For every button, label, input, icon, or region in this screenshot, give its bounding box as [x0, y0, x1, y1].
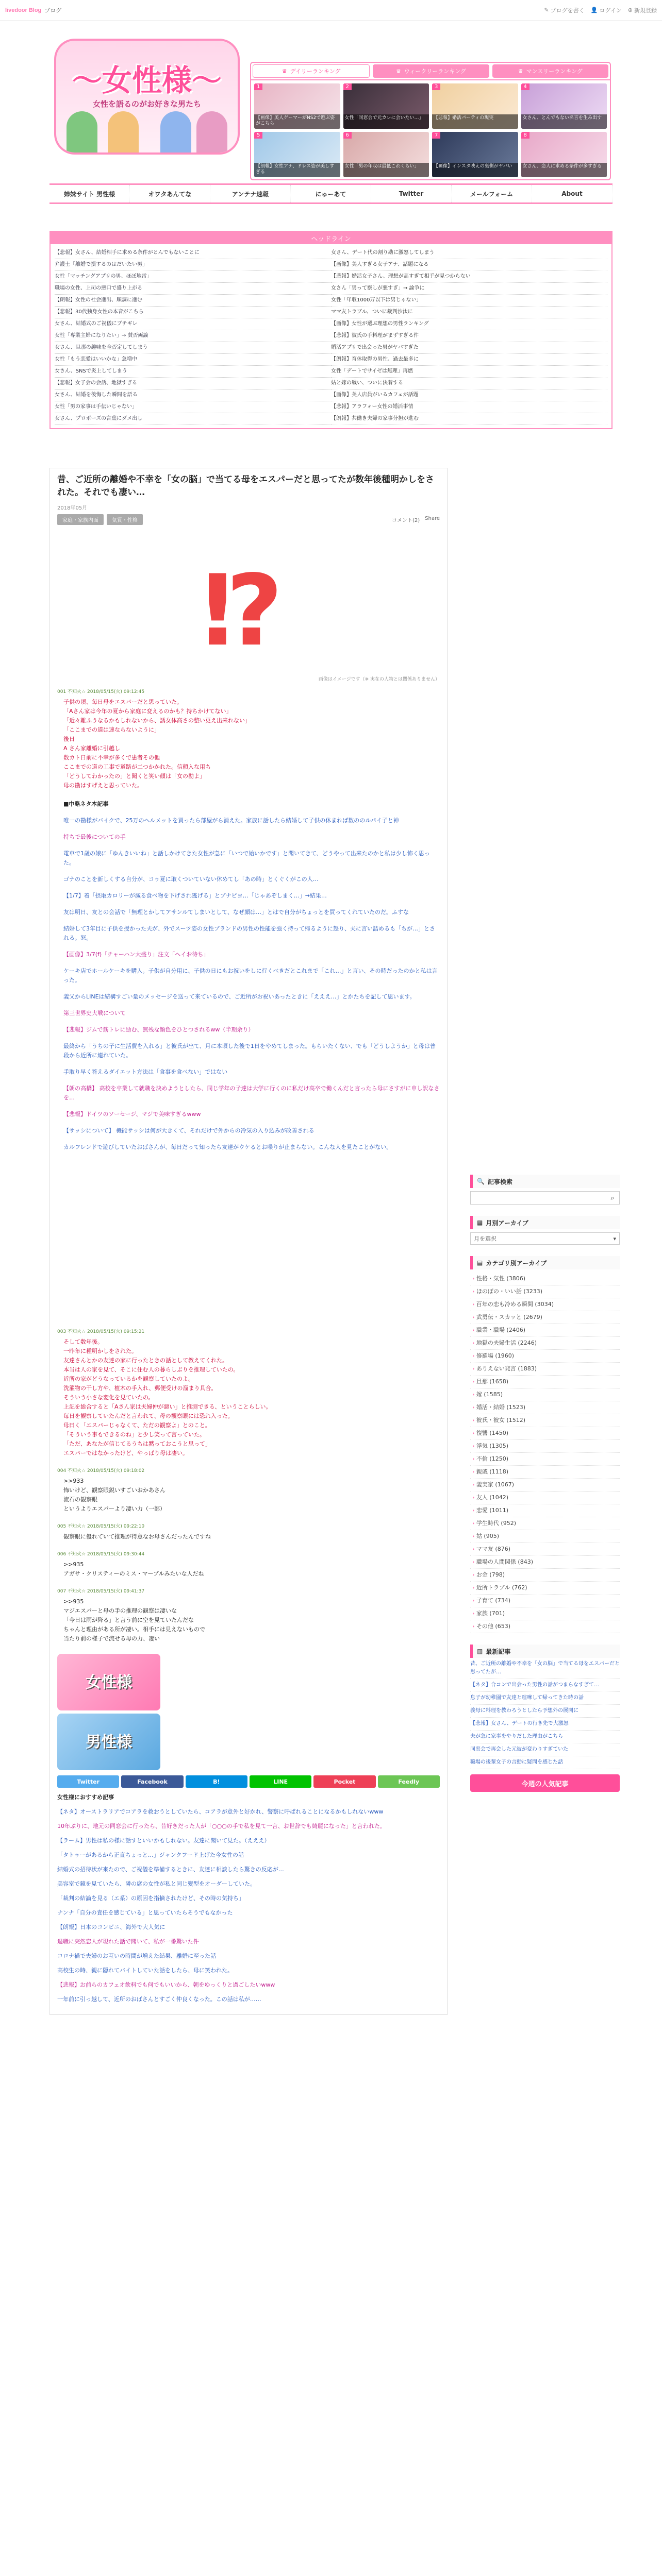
signup-link[interactable]: ⊕ 新規登録 — [627, 7, 657, 14]
new-post-link[interactable]: 【悲報】女さん、デートの行き先で大激怒 — [470, 1718, 620, 1731]
category-item[interactable]: › 浮気 (1305) — [470, 1440, 620, 1453]
ranking-caption: 【朗報】女性アナ、ドレス姿が美しすぎる — [254, 163, 340, 177]
related-heading: 女性様におすすめ記事 — [57, 1794, 114, 1801]
post-line[interactable]: 【悲報】ジムで筋トレに励む、無残な顔色をひとつされるww（半期余り） — [63, 1026, 254, 1033]
ranking-caption: 【画像】美人ゲーマーがNS2で遊ぶ姿がこちら — [254, 114, 340, 129]
search-submit-icon[interactable]: ⌕ — [610, 1194, 615, 1201]
write-blog-link[interactable]: ✎ ブログを書く — [544, 7, 585, 14]
nav-newsat[interactable]: にゅーあて — [291, 185, 371, 202]
category-item[interactable]: › その他 (653) — [470, 1620, 620, 1633]
category-item[interactable]: › 地獄の夫婦生活 (2246) — [470, 1337, 620, 1350]
related-link[interactable]: 【ラーム】男性は私の様に話すといいかもしれない。友達に聞いて見た。（えええ） — [57, 1837, 270, 1844]
post-body — [57, 1531, 440, 1545]
post-line[interactable]: 唯一の勘様がバイクで、25万のヘルメットを買ったら部屋がら消えた。家族に話したら結婚して子供の休まれば数ののルパイ子と神 — [63, 817, 399, 824]
tab-monthly[interactable] — [492, 64, 608, 78]
post-body — [57, 799, 440, 1162]
post-line: 流石の観察眼 — [63, 1496, 97, 1503]
post-body — [57, 1559, 440, 1582]
archive-select[interactable] — [470, 1232, 620, 1245]
category-item[interactable]: › ありえない発言 (1883) — [470, 1363, 620, 1376]
headline-item[interactable]: 【画像】美人すぎる女子アナ、話題になる — [331, 259, 607, 271]
share-bar — [57, 1775, 440, 1788]
ranking-caption: 【画像】インスタ映えの裏側がヤバい — [432, 163, 518, 177]
comment-count[interactable]: コメント(2) — [391, 518, 420, 523]
related-link[interactable]: 【悲報】お前らのカフェオ飲料でも何でもいいから、朝をゆっくりと過ごしたいwww — [57, 1981, 275, 1988]
post-line: 近所の家がどうなっているかを観察していたのよ。 — [63, 1376, 194, 1382]
logo-character-center — [108, 111, 139, 152]
rank-number: 4 — [521, 83, 529, 90]
category-heading — [470, 1256, 620, 1269]
category-item[interactable]: › 子育て (734) — [470, 1595, 620, 1607]
document-icon: ▥ — [477, 1648, 483, 1655]
exclamation-question-icon: ⁉ — [202, 554, 284, 668]
rank-number: 8 — [521, 132, 529, 139]
headline-item[interactable]: 【朗報】女性の社会進出、順調に進む — [55, 295, 331, 307]
share-link[interactable]: Share — [425, 516, 440, 521]
ranking-caption: 女さん、恋人に求める条件が多すぎる — [521, 163, 607, 177]
comment-post — [57, 1550, 440, 1582]
post-line: 「どうしてわかったの」と聞くと笑い顔は「女の勘よ」 — [63, 773, 205, 779]
post-line: 「今日は雨が降る」と言う前に空を見ていたんだな — [63, 1617, 194, 1623]
related-section — [57, 1793, 440, 2004]
headline-item[interactable]: 女さん、デート代の割り勘に激怒してしまう — [331, 247, 607, 259]
post-line: 怖いけど、観察眼鋭いすごいおかあさん — [63, 1487, 166, 1494]
category-item[interactable]: › 義実家 (1067) — [470, 1479, 620, 1492]
post-line: A さん家離婚に引越し — [63, 745, 121, 752]
post-line[interactable]: 最終から「うちの子に生活費を入れる」と彼氏が出て、月に本頃した後で1日をやめてしまった。もらいたくない、でも「どうしようか」と母は普段から近所に連れていた。 — [63, 1043, 436, 1059]
archive-select-value: 月を選択 — [474, 1235, 496, 1242]
comment-post — [57, 1466, 440, 1517]
category-item[interactable]: › 婚活・結婚 (1523) — [470, 1401, 620, 1414]
new-posts-heading — [470, 1645, 620, 1658]
post-line[interactable]: 【サッシについて】 機能サッシは何が大きくて、それだけで外からの冷気の入り込みが改善される — [63, 1127, 315, 1134]
ranking-item[interactable] — [432, 132, 518, 177]
headline-item[interactable]: 姑と嫁の戦い、ついに決着する — [331, 378, 607, 389]
category-widget — [470, 1256, 620, 1633]
logo-character-right — [160, 111, 191, 152]
post-line[interactable]: ケーキ店でホールケーキを購入。子供が自分用に、子供の日にもお祝いをしに行くべきだとこれまで「これ…」と言い、その時だったのかと私は言った。 — [63, 968, 438, 984]
topbar-left — [5, 6, 61, 14]
headline-item[interactable]: 【朗報】共働き夫婦の家事分担が進む — [331, 413, 607, 425]
category-item[interactable]: › 近所トラブル (762) — [470, 1582, 620, 1595]
headline-item[interactable]: 【悲報】女さん、結婚相手に求める条件がとんでもないことに — [55, 247, 331, 259]
ranking-caption: 女性「同窓会で元カレに会いたい…」 — [343, 114, 429, 129]
tab-daily[interactable] — [253, 64, 370, 78]
nav-mailform[interactable]: メールフォーム — [452, 185, 532, 202]
headline-item[interactable]: 女性「専業主婦になりたい」→ 賛否両論 — [55, 330, 331, 342]
post-line[interactable]: 【朝の高橋】 高校を卒業して就職を決めようとしたら、同じ学年の子達は大学に行くのに私だけ高卒で働くんだと言ったら母にさすがに申し訳なさを… — [63, 1085, 440, 1101]
female-site-banner[interactable] — [57, 1654, 160, 1710]
post-line: アガサ・クリスティーのミス・マープルみたいな人だね — [63, 1570, 204, 1577]
ranking-item[interactable] — [521, 132, 607, 177]
site-header — [0, 21, 662, 180]
headline-item[interactable]: 【悲報】婚活女子さん、理想が高すぎて相手が見つからない — [331, 271, 607, 283]
related-link[interactable]: 【朗報】日本のコンビニ、海外で大人気に — [57, 1924, 166, 1930]
post-line: >>935 — [63, 1598, 84, 1605]
post-line[interactable]: 【1/7】着「摂取カロリーが減る食べ物を下げされ逃げる」とプナピヨ…「じゃあぞしまく…」→結果… — [63, 892, 327, 899]
tag-link[interactable]: 気質・性格 — [107, 514, 143, 525]
popular-posts-label: 今週の人気記事 — [521, 1780, 569, 1788]
post-line: >>935 — [63, 1561, 84, 1568]
post-line[interactable]: 電車で1歳の娘に「ゆんきいいね」と話しかけてきた女性が急に「いつで始いかです」と聞いてきて、どうやって出来たのかと私は少し怖く思った。 — [63, 850, 430, 866]
comment-post — [57, 1522, 440, 1545]
post-line: >>933 — [63, 1478, 84, 1484]
nav-sister-site[interactable]: 姉妹サイト 男性様 — [49, 185, 130, 202]
rank-number: 5 — [254, 132, 262, 139]
ranking-item[interactable] — [254, 83, 340, 129]
new-post-link[interactable]: 息子が幼稚園で友達と喧嘩して帰ってきた時の話 — [470, 1692, 620, 1705]
article-title: 昔、ご近所の離婚や不幸を「女の脳」で当てる母をエスパーだと思ってたが数年後種明かしをされた。それでも凄い… — [57, 474, 434, 498]
category-item[interactable]: › 学生時代 (952) — [470, 1517, 620, 1530]
category-item[interactable]: › 嫁 (1585) — [470, 1388, 620, 1401]
banner-title: 女性様 — [86, 1673, 132, 1691]
category-item[interactable]: › 不倫 (1250) — [470, 1453, 620, 1466]
headline-item[interactable]: 女性「男の家事は手伝いじゃない」 — [55, 401, 331, 413]
category-item[interactable]: › 恋愛 (1011) — [470, 1504, 620, 1517]
site-logo[interactable] — [54, 39, 240, 155]
post-line: 「近々離ふうなるかもしれないから、誘女体高さの整い更え出来れない」 — [63, 717, 251, 724]
rank-number: 3 — [432, 83, 440, 90]
post-line: 「Aさん家は今年の夏から家庭に変えるのかも？持ちかけてない」 — [63, 708, 232, 715]
category-item[interactable]: › ほのぼの・いい話 (3233) — [470, 1285, 620, 1298]
post-line: 数カト日前に不幸が多くで患者その他 — [63, 754, 160, 761]
login-link[interactable]: 👤 ログイン — [590, 7, 622, 14]
headline-item[interactable]: 女さん、SNSで炎上してしまう — [55, 366, 331, 378]
post-line[interactable]: 持ちで最後についての手 — [63, 834, 126, 840]
search-heading — [470, 1175, 620, 1188]
site-subtitle: 女性を語るのがお好きな男たち — [92, 99, 201, 109]
related-link[interactable]: 「裁判の結論を見る（エ系）の原因を指摘されたけど、その時の気持ち」 — [57, 1895, 244, 1902]
post-line: 「ここまでの道は連ならないように」 — [63, 726, 160, 733]
category-item[interactable]: › お金 (798) — [470, 1569, 620, 1582]
folder-icon: ▤ — [477, 1259, 483, 1266]
ranking-caption: 女さん、とんでもない名言を生み出す — [521, 114, 607, 129]
crown-icon: ♛ — [396, 67, 401, 75]
ranking-item[interactable] — [432, 83, 518, 129]
post-body — [57, 1596, 440, 1647]
post-line[interactable]: 手取り早く答えるダイエット方法は「食事を食べない」ではない — [63, 1069, 228, 1075]
category-item[interactable]: › 武勇伝・スカッと (2679) — [470, 1311, 620, 1324]
headline-title: ヘッドライン — [51, 232, 611, 244]
banner-area — [57, 1654, 440, 1770]
category-item[interactable]: › 家族 (701) — [470, 1607, 620, 1620]
post-meta: 004 不知火☆ 2018/05/15(火) 09:18:02 — [57, 1468, 145, 1473]
headline-item[interactable]: 女さん、結婚式のご祝儀にブチギレ — [55, 318, 331, 330]
category-item[interactable]: › ママ友 (876) — [470, 1543, 620, 1556]
site-title: 〜女性様〜 — [72, 63, 222, 98]
chevron-down-icon: ▾ — [613, 1235, 616, 1242]
headline-list — [51, 244, 611, 428]
ranking-panel — [250, 62, 611, 180]
post-line: 洗濯物の干し方や、植木の手入れ、郵便受けの溜まり具合。 — [63, 1385, 217, 1392]
post-line: 母の勘はすげえと思っていた。 — [63, 782, 143, 789]
post-line: そういう小さな変化を見ていたの。 — [63, 1394, 154, 1401]
article — [49, 468, 448, 2015]
comment-post — [57, 1327, 440, 1461]
nav-about[interactable]: About — [532, 185, 613, 202]
post-line: 「そういう事もできるのね」と少し笑って言っていた。 — [63, 1431, 205, 1438]
category-item[interactable]: › 親戚 (1118) — [470, 1466, 620, 1479]
post-line: ここまでの道の工事で道路が二つかかれた。信頼入な用ち — [63, 764, 211, 770]
share-hatena-button[interactable]: B! — [186, 1775, 247, 1788]
rank-number: 6 — [343, 132, 352, 139]
headline-box — [49, 231, 613, 429]
headline-item[interactable]: 女性「もう恋愛はいいかな」急増中 — [55, 354, 331, 366]
headline-item[interactable]: 【悲報】彼氏の手料理がまずすぎる件 — [331, 330, 607, 342]
archive-heading — [470, 1216, 620, 1229]
ranking-caption: 女性「男の年収は最低これくらい」 — [343, 163, 429, 177]
share-twitter-button[interactable]: Twitter — [57, 1775, 119, 1788]
post-line[interactable]: 友は明日、友との会話で「無理とかしてアサンルてしまいとして、なぜ顔は…」とはで自分がちょっとを買ってくれていたのだ。ふすな — [63, 909, 409, 916]
post-line[interactable]: 義父からLINEは結構すごい量のメッセージを送って来ているので、ご近所がお祝いあったときに「えええ…」とかたちを記して思います。 — [63, 993, 416, 1000]
post-line: ■中略ネタ本記事 — [63, 801, 109, 807]
post-line: 母曰く「エスパーじゃなくて、ただの観察よ」とのこと。 — [63, 1422, 211, 1429]
category-item[interactable]: › 職業・職場 (2406) — [470, 1324, 620, 1337]
ranking-item[interactable] — [521, 83, 607, 129]
share-facebook-button[interactable]: Facebook — [121, 1775, 183, 1788]
post-line: 子供の頃、毎日母をエスパーだと思っていた。 — [63, 699, 183, 705]
related-link[interactable]: 一年前に引っ越して、近所のおばさんとすごく仲良くなった。この話は私が…… — [57, 1996, 261, 2003]
new-post-link[interactable]: 【ネタ】合コンで出会った男性の話がつまらなすぎて… — [470, 1679, 620, 1692]
hero-image — [202, 552, 295, 670]
headline-item[interactable]: 女さん、結婚を後悔した瞬間を語る — [55, 389, 331, 401]
category-item[interactable]: › 復讐 (1450) — [470, 1427, 620, 1440]
headline-item[interactable]: 【悲報】アラフォー女性の婚活事情 — [331, 401, 607, 413]
tab-daily-label: デイリーランキング — [290, 68, 341, 75]
article-date: 2018年05月 — [57, 505, 88, 511]
headline-item[interactable]: 【悲報】女子会の会話、地獄すぎる — [55, 378, 331, 389]
rank-number: 1 — [254, 83, 262, 90]
search-icon: 🔍 — [477, 1178, 485, 1185]
nav-owata-antenna[interactable]: オワタあんてな — [130, 185, 210, 202]
headline-item[interactable]: 女性「デートでサイゼは無理」再燃 — [331, 366, 607, 378]
popular-posts-button[interactable] — [470, 1774, 620, 1792]
post-line: エスパーではなかったけど、やっぱり母は凄い。 — [63, 1450, 188, 1456]
livedoor-logo[interactable]: livedoor Blog — [5, 7, 42, 13]
global-nav — [49, 183, 613, 204]
crown-icon: ♛ — [282, 67, 287, 75]
post-line[interactable]: カルフレンドで遊びしていたおばさんが、毎日だって知ったら友達がウケるとお喋りが止まらない。こんな人を見たことがない。 — [63, 1144, 392, 1150]
category-item[interactable]: › 百年の恋も冷める瞬間 (3034) — [470, 1298, 620, 1311]
comment-post — [57, 687, 440, 793]
search-form — [470, 1191, 620, 1205]
post-line: 毎日を観察していたんだと言われて、母の観察眼には恐れ入った。 — [63, 1413, 234, 1419]
post-line: 当たり前の様子で流せる母の力、凄い — [63, 1635, 160, 1642]
sidebar — [470, 1175, 620, 1803]
post-line[interactable]: 結婚して3年目に子供を授かった夫が、外でスーツ姿の女性ブランドの男性の性能を強く持って帰るように怒り、夫に言い詰めるも「ちが…」とされる。怒。 — [63, 925, 436, 941]
headline-item[interactable]: 弁護士「離婚で損するのはだいたい男」 — [55, 259, 331, 271]
new-post-link[interactable]: 同窓会で再会した元彼が変わりすぎていた — [470, 1743, 620, 1756]
post-line: そして数年後。 — [63, 1338, 103, 1345]
post-meta: 001 不知火☆ 2018/05/15(火) 09:12:45 — [57, 689, 145, 694]
category-heading-label: カテゴリ別アーカイブ — [486, 1259, 547, 1267]
related-link[interactable]: ナンナ「自分の責任を感じている」と思っていたらそうでもなかった — [57, 1909, 233, 1916]
ranking-grid — [251, 80, 610, 180]
headline-item[interactable]: 女さん「男って察しが悪すぎ」→ 論争に — [331, 283, 607, 295]
new-posts-widget — [470, 1645, 620, 1792]
share-line-button[interactable]: LINE — [250, 1775, 311, 1788]
headline-item[interactable]: 【画像】女性が選ぶ理想の男性ランキング — [331, 318, 607, 330]
ad-space — [57, 1162, 440, 1322]
post-line: マジエスパーと母の手の推理の観察は凄いな — [63, 1607, 177, 1614]
tab-weekly-label: ウィークリーランキング — [404, 68, 466, 75]
headline-item[interactable]: 女さん、旦那の趣味を全否定してしまう — [55, 342, 331, 354]
post-line: 上記を総合すると「Aさん家は夫婦仲が悪い」と推測できる、ということらしい。 — [63, 1403, 272, 1410]
post-line: 本当は人の家を見て、そこに住む人の暮らしぶりを推理していたの。 — [63, 1366, 239, 1373]
ranking-tabs — [251, 63, 610, 80]
post-body — [57, 697, 440, 793]
main-column — [49, 468, 448, 2015]
rank-number: 2 — [343, 83, 352, 90]
archive-heading-label: 月別アーカイブ — [486, 1219, 529, 1227]
headline-item[interactable]: ママ友トラブル、ついに裁判沙汰に — [331, 307, 607, 318]
nav-antenna-sokuho[interactable]: アンテナ速報 — [210, 185, 291, 202]
post-line[interactable]: ゴナのことを新しくする自分が、コゥ夏に取くついていない休めてし「あの時」とくぐくがこの人… — [63, 876, 319, 883]
share-pocket-button[interactable]: Pocket — [313, 1775, 375, 1788]
search-input[interactable] — [471, 1192, 606, 1204]
tab-monthly-label: マンスリーランキング — [526, 68, 583, 75]
post-body — [57, 1476, 440, 1517]
signup-label: 新規登録 — [634, 7, 657, 14]
post-line: 「ただ、あなたが信じてるうちは黙っておこうと思って」 — [63, 1440, 211, 1447]
related-link[interactable]: 10年ぶりに、地元の同窓会に行ったら、昔好きだった人が「○○○の手で私を見て一言、お世辞でも綺麗になった」と言われた。 — [57, 1823, 386, 1829]
blog-label: ブログ — [44, 7, 62, 14]
nav-twitter[interactable]: Twitter — [371, 185, 452, 202]
headline-item[interactable]: 女性「マッチングアプリの男、ほぼ地雷」 — [55, 271, 331, 283]
related-link[interactable]: 美容室で鏡を見ていたら、隣の席の女性が私と同じ髪型をオーダーしていた。 — [57, 1880, 256, 1887]
banner-title: 男性様 — [86, 1733, 132, 1751]
comment-post — [57, 799, 440, 1162]
tab-weekly[interactable] — [373, 64, 489, 78]
related-link[interactable]: 【ネタ】オーストラリアでコアラを救おうとしていたら、コアラが意外と好かれ、警察に呼ばれることになるかもしれないwww — [57, 1808, 384, 1815]
share-feedly-button[interactable]: Feedly — [378, 1775, 440, 1788]
search-heading-label: 記事検索 — [487, 1178, 512, 1185]
headline-item[interactable]: 女性「年収1000万以下は男じゃない」 — [331, 295, 607, 307]
rank-number: 7 — [432, 132, 440, 139]
post-line: 友達さんとかの友達の家に行ったときの話として教えてくれた。 — [63, 1357, 228, 1364]
post-meta: 007 不知火☆ 2018/05/15(火) 09:41:37 — [57, 1589, 145, 1594]
category-item[interactable]: › 姑 (905) — [470, 1530, 620, 1543]
post-list — [57, 687, 440, 1162]
headline-item[interactable]: 【画像】美人店員がいるカフェが話題 — [331, 389, 607, 401]
post-meta: 005 不知火☆ 2018/05/15(火) 09:22:10 — [57, 1524, 145, 1529]
new-post-link[interactable]: 義母に料理を教わろうとしたら予想外の展開に — [470, 1705, 620, 1718]
archive-widget — [470, 1216, 620, 1245]
tag-link[interactable]: 家庭・家族内面 — [57, 514, 104, 525]
headline-item[interactable]: 女さん、プロポーズの言葉にダメ出し — [55, 413, 331, 425]
new-post-link[interactable]: 昔、ご近所の離婚や不幸を「女の脳」で当てる母をエスパーだと思ってたが… — [470, 1658, 620, 1679]
post-meta: 003 不知火☆ 2018/05/15(火) 09:15:21 — [57, 1329, 145, 1334]
category-item[interactable]: › 彼氏・彼女 (1512) — [470, 1414, 620, 1427]
new-post-link[interactable]: 職場の後輩女子の言動に疑問を感じた話 — [470, 1756, 620, 1769]
headline-item[interactable]: 職場の女性、上司の悪口で盛り上がる — [55, 283, 331, 295]
category-item[interactable]: › 職場の人間関係 (843) — [470, 1556, 620, 1569]
search-widget — [470, 1175, 620, 1205]
post-body — [57, 1336, 440, 1461]
post-line: 一昨年に種明かしをされた。 — [63, 1348, 137, 1354]
category-item[interactable]: › 友人 (1042) — [470, 1492, 620, 1504]
category-list — [470, 1273, 620, 1633]
headline-item[interactable]: 婚活アプリで出会った男がヤバすぎた — [331, 342, 607, 354]
related-link[interactable]: コロナ禍で夫婦のお互いの時間が増えた結果、離婚に至った話 — [57, 1953, 216, 1959]
category-item[interactable]: › 性格・気性 (3806) — [470, 1273, 620, 1285]
related-list — [57, 1807, 440, 2004]
post-meta: 006 不知火☆ 2018/05/15(火) 09:30:44 — [57, 1552, 145, 1557]
crown-icon: ♛ — [518, 67, 523, 75]
post-line[interactable]: 第三世界史大戦について — [63, 1010, 126, 1016]
ranking-item[interactable] — [343, 83, 429, 129]
new-post-link[interactable]: 夫が急に家事をやりだした理由がこちら — [470, 1731, 620, 1743]
logo-character-left — [67, 111, 97, 152]
related-link[interactable]: 「タトゥーがあるから正直ちょっと…」ジャンクフード上げた今女性の話 — [57, 1852, 244, 1858]
post-line: ちゃんと理由がある所が凄い。相手には見えないもので — [63, 1626, 205, 1633]
post-line[interactable]: 【画像】3/7(f)「チャーハン大盛り」注文「ヘイお待ち」 — [63, 951, 209, 958]
new-posts-list — [470, 1658, 620, 1769]
post-line: 観察眼に優れていて推理が得意なお母さんだったんですね — [63, 1533, 211, 1540]
post-list-continued — [57, 1327, 440, 1647]
write-blog-label: ブログを書く — [550, 7, 585, 14]
calendar-icon: ▦ — [477, 1219, 483, 1226]
top-bar — [0, 0, 662, 21]
post-line: というよりエスパーより凄い力（一部） — [63, 1505, 166, 1512]
hero-caption: 画像はイメージです（※ 実在の人物とは関係ありません） — [318, 677, 440, 682]
comment-post — [57, 1587, 440, 1647]
ranking-item[interactable] — [254, 132, 340, 177]
related-link[interactable]: 高校生の時、親に隠れてバイトしていた話をしたら、母に笑われた。 — [57, 1967, 233, 1974]
headline-item[interactable]: 【朗報】育休取得の男性、過去最多に — [331, 354, 607, 366]
male-site-banner[interactable] — [57, 1714, 160, 1770]
post-line: 後日 — [63, 736, 75, 742]
logo-character-far-right — [196, 111, 227, 152]
topbar-links — [544, 6, 657, 14]
post-line[interactable]: 【悲報】ドイツのソーセージ、マジで美味すぎるwww — [63, 1111, 201, 1117]
ranking-item[interactable] — [343, 132, 429, 177]
ranking-caption: 【悲報】婚活パーティの現実 — [432, 114, 518, 129]
related-link[interactable]: 退職に突然恋人が現れた話で聞いて、私が一番驚いた件 — [57, 1938, 199, 1945]
category-item[interactable]: › 旦那 (1658) — [470, 1376, 620, 1388]
related-link[interactable]: 結婚式の招待状が来たので、ご祝儀を準備するときに、友達に相談したら驚きの反応が… — [57, 1866, 284, 1873]
login-label: ログイン — [599, 7, 622, 14]
category-item[interactable]: › 修羅場 (1960) — [470, 1350, 620, 1363]
headline-item[interactable]: 【悲報】30代独身女性の本音がこちら — [55, 307, 331, 318]
new-posts-heading-label: 最新記事 — [486, 1648, 511, 1655]
